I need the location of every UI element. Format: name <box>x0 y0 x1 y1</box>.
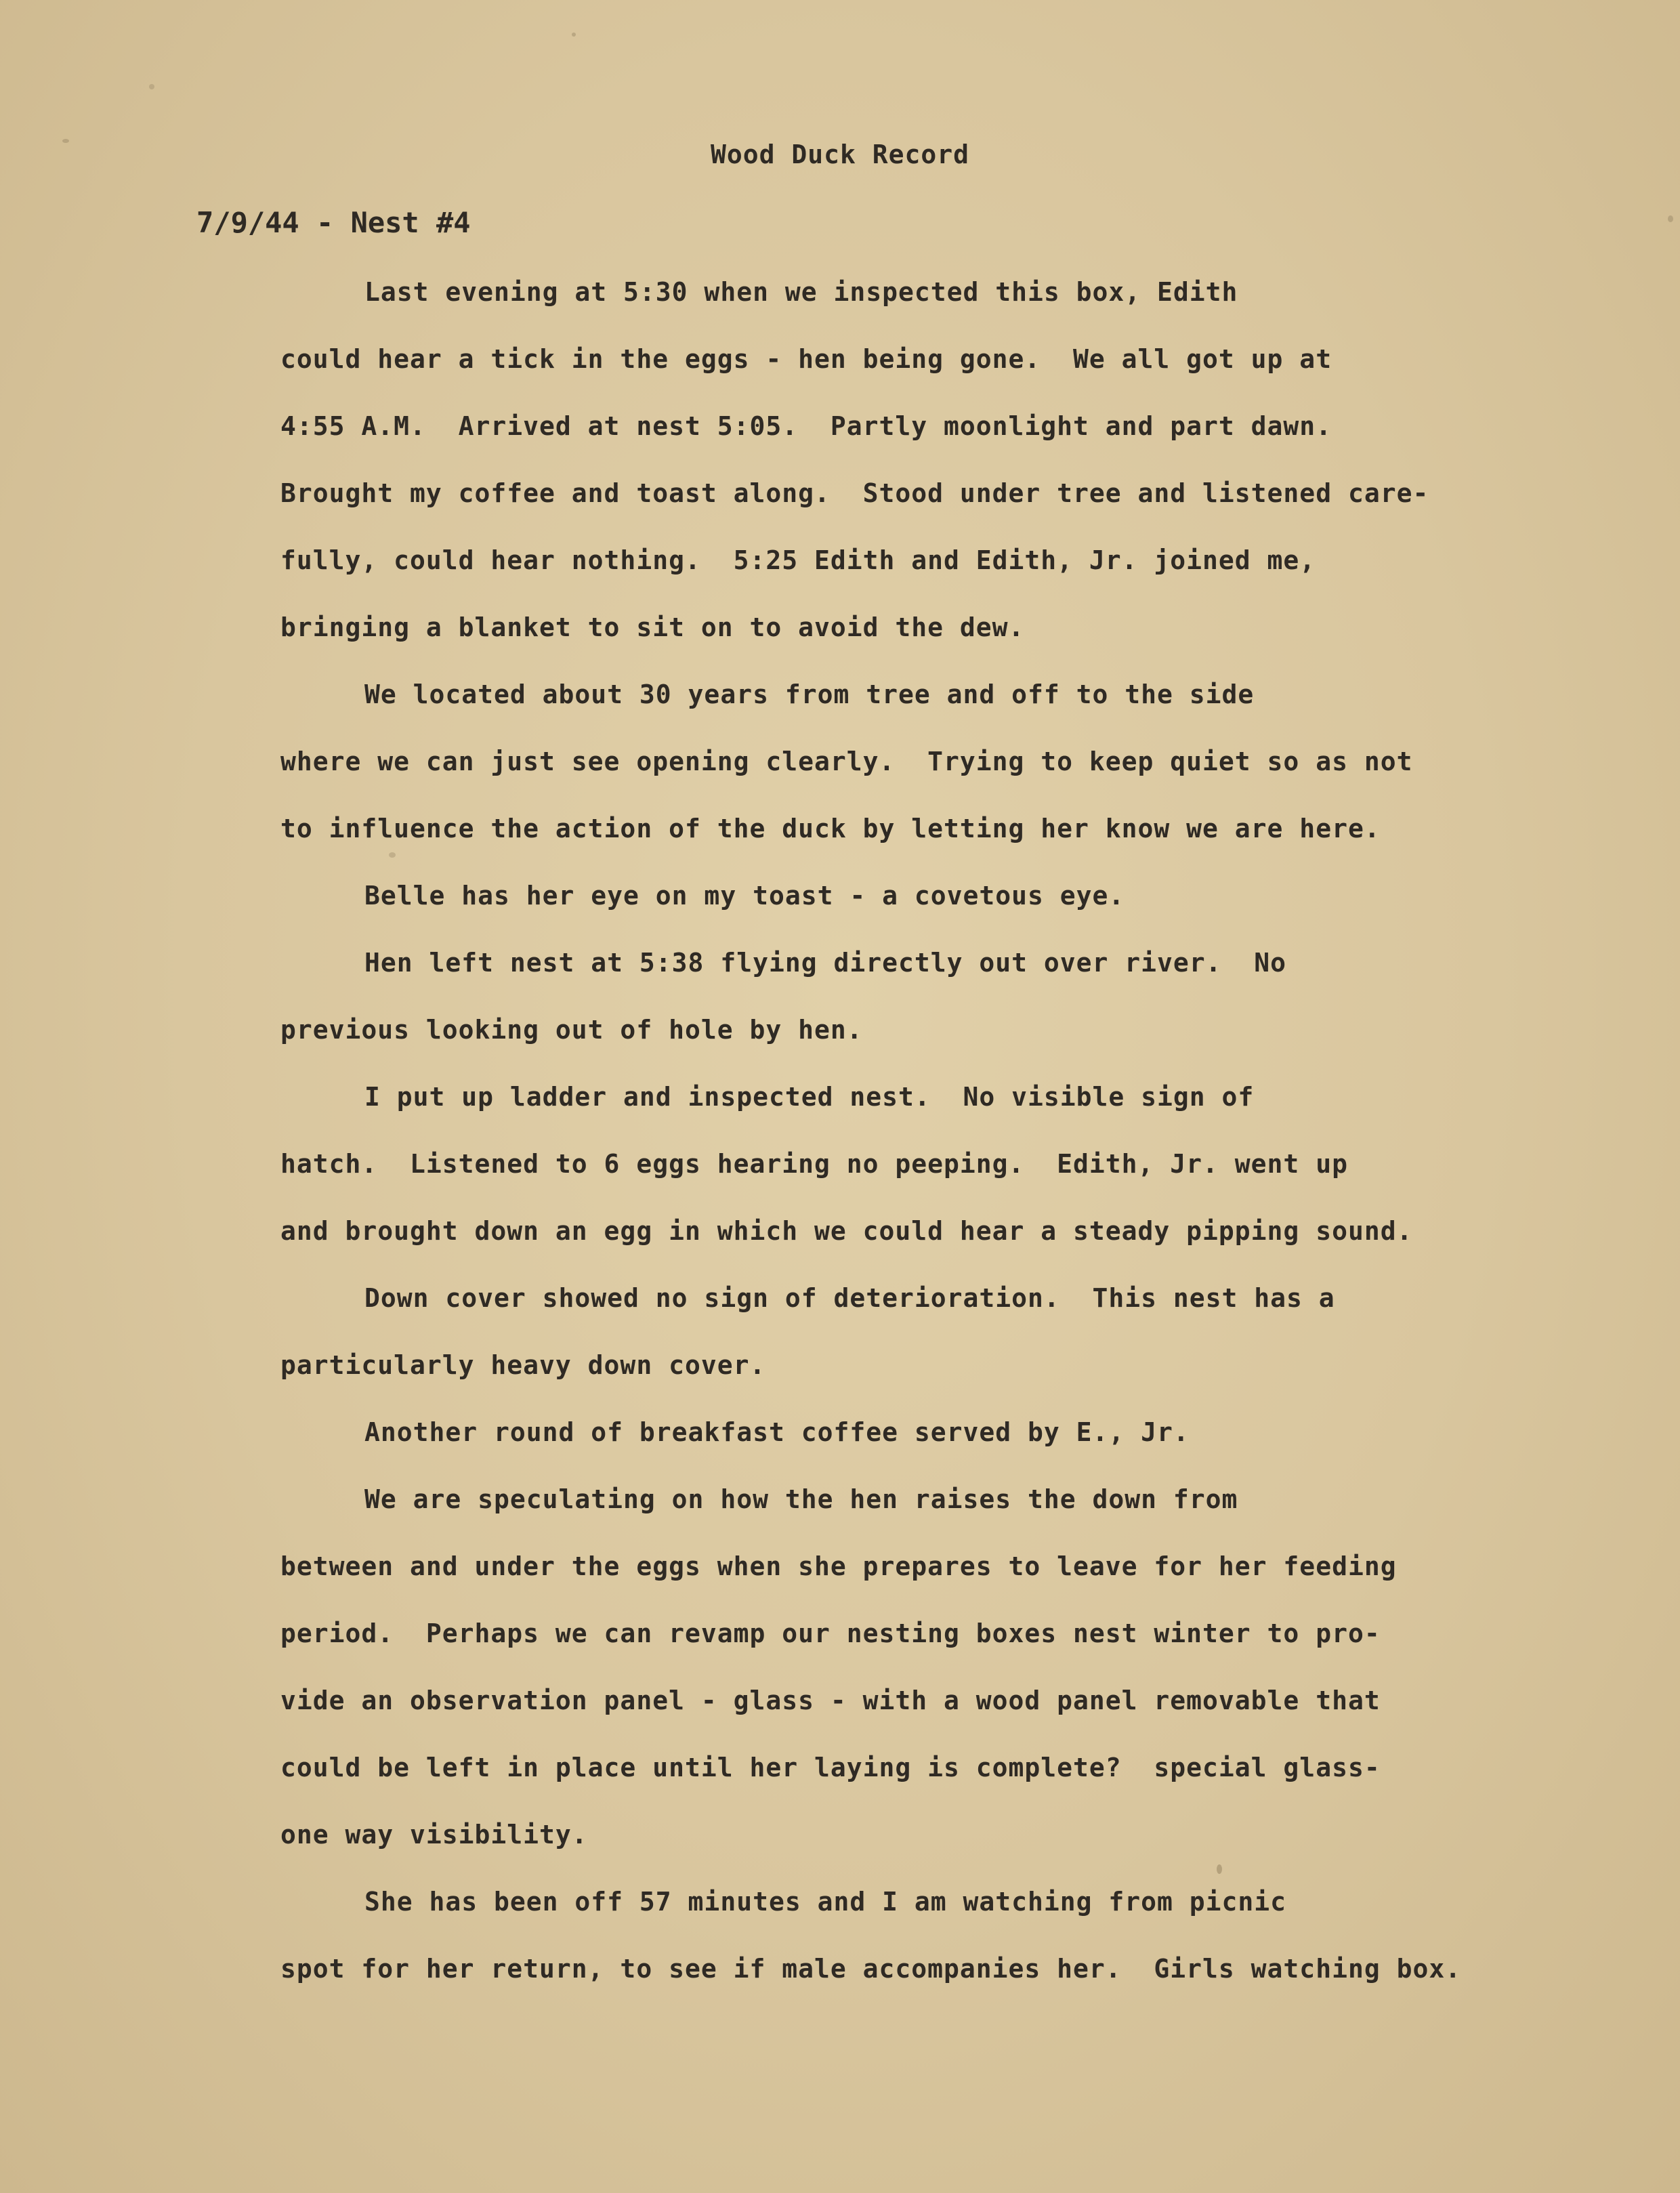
text-line: We are speculating on how the hen raises the down from <box>364 1484 1238 1514</box>
text-line: Belle has her eye on my toast - a covetous eye. <box>364 881 1125 911</box>
text-line: hatch. Listened to 6 eggs hearing no peeping. Edith, Jr. went up <box>280 1149 1348 1179</box>
text-line: Down cover showed no sign of deterioration. This nest has a <box>364 1283 1335 1313</box>
entry-dateline: 7/9/44 - Nest #4 <box>196 206 471 239</box>
text-line: to influence the action of the duck by letting her know we are here. <box>280 814 1381 843</box>
text-line: I put up ladder and inspected nest. No visible sign of <box>364 1082 1255 1112</box>
text-line: She has been off 57 minutes and I am watching from picnic <box>364 1887 1287 1917</box>
text-line: Last evening at 5:30 when we inspected this box, Edith <box>364 277 1238 307</box>
text-line: 4:55 A.M. Arrived at nest 5:05. Partly moonlight and part dawn. <box>280 411 1332 441</box>
text-line: where we can just see opening clearly. Trying to keep quiet so as not <box>280 747 1413 776</box>
text-line: bringing a blanket to sit on to avoid the dew. <box>280 612 1025 642</box>
text-line: Another round of breakfast coffee served by E., Jr. <box>364 1417 1190 1447</box>
paper-speck <box>149 84 154 89</box>
text-line: fully, could hear nothing. 5:25 Edith and Edith, Jr. joined me, <box>280 545 1316 575</box>
text-line: could hear a tick in the eggs - hen being gone. We all got up at <box>280 344 1332 374</box>
paper-speck <box>389 852 396 858</box>
text-line: and brought down an egg in which we could hear a steady pipping sound. <box>280 1216 1413 1246</box>
text-line: spot for her return, to see if male accompanies her. Girls watching box. <box>280 1954 1462 1984</box>
text-line: could be left in place until her laying is complete? special glass- <box>280 1753 1381 1782</box>
text-line: period. Perhaps we can revamp our nesting boxes nest winter to pro- <box>280 1618 1381 1648</box>
text-line: particularly heavy down cover. <box>280 1350 766 1380</box>
text-line: We located about 30 years from tree and off to the side <box>364 680 1255 709</box>
text-line: between and under the eggs when she prepares to leave for her feeding <box>280 1551 1397 1581</box>
text-line: one way visibility. <box>280 1820 588 1850</box>
paper-speck <box>1217 1864 1222 1874</box>
text-line: Brought my coffee and toast along. Stood under tree and listened care- <box>280 478 1429 508</box>
text-line: vide an observation panel - glass - with a wood panel removable that <box>280 1686 1381 1715</box>
page-title: Wood Duck Record <box>710 140 970 169</box>
paper-speck <box>572 33 576 37</box>
text-line: Hen left nest at 5:38 flying directly out over river. No <box>364 948 1287 978</box>
text-line: previous looking out of hole by hen. <box>280 1015 863 1045</box>
paper-speck <box>1668 215 1673 222</box>
